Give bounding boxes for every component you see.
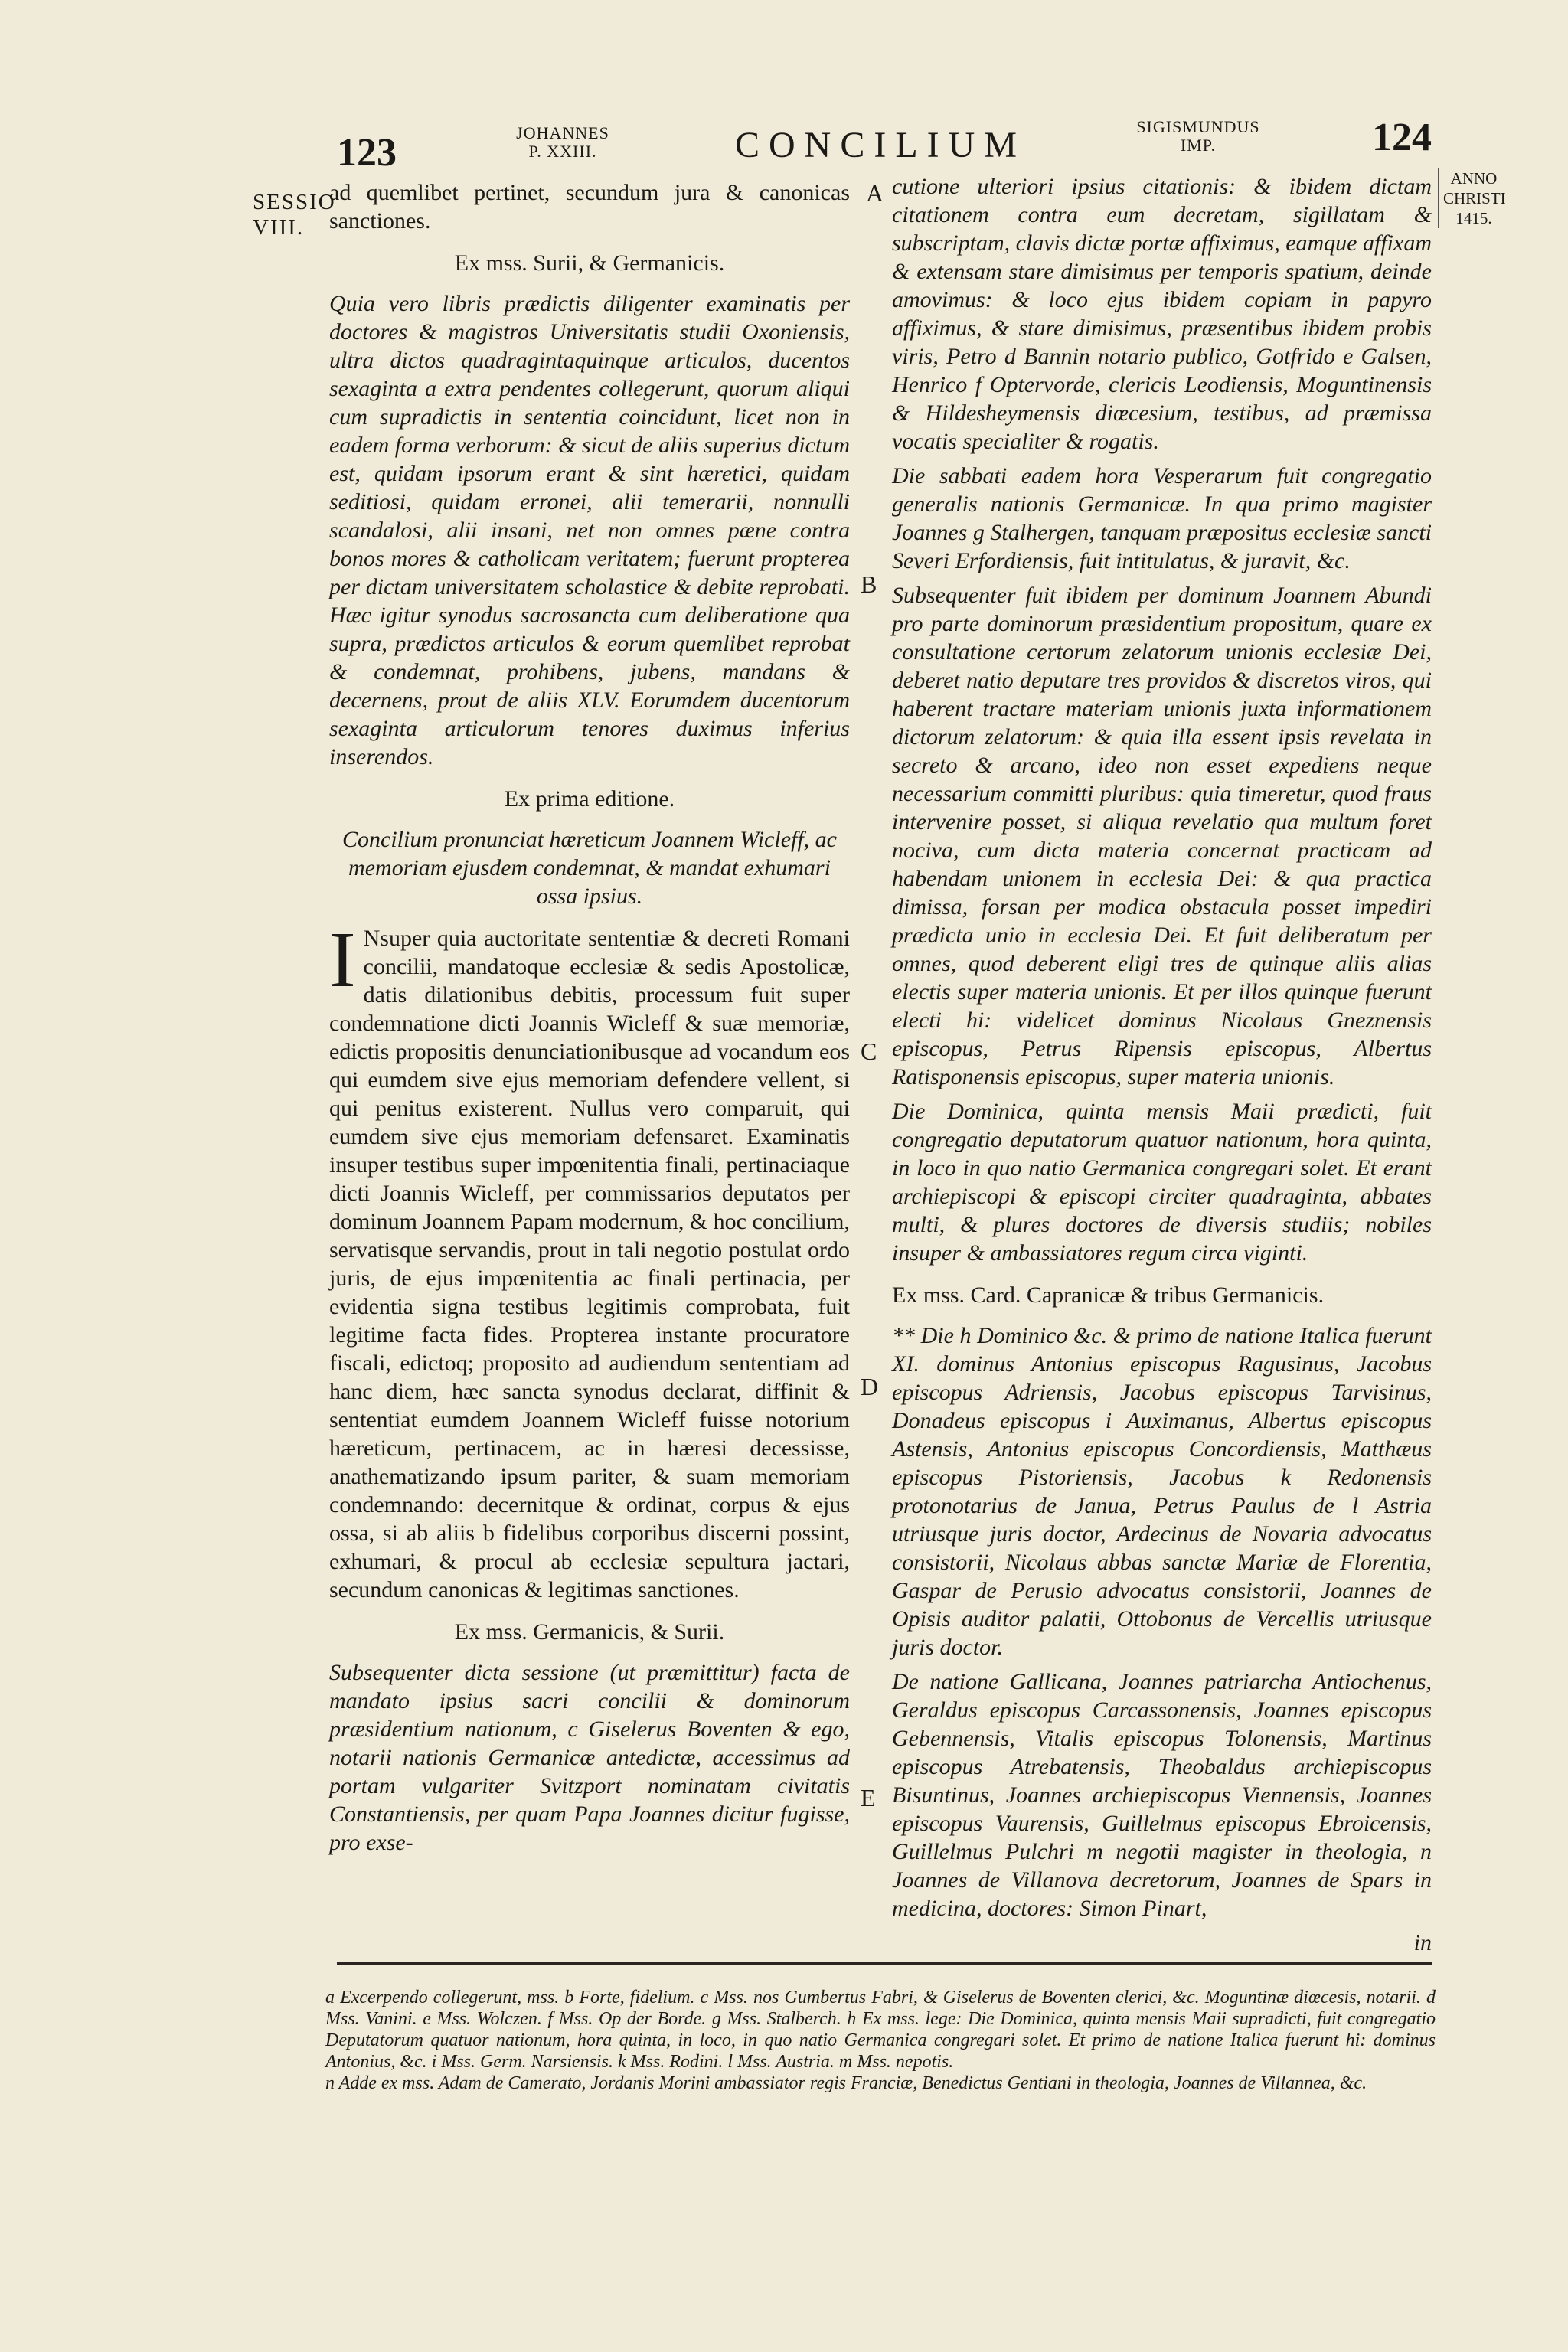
- emperor-title: IMP.: [1180, 136, 1217, 155]
- section-letter-b: B: [861, 570, 877, 598]
- pope-name: JOHANNES: [516, 123, 609, 142]
- section-letter-e: E: [861, 1784, 876, 1811]
- right-paragraph-6: De natione Gallicana, Joannes patriarcha Antiochenus, Geraldus episcopus Carcassonensis, Joannes episcopus Gebennensis, Vitalis episcopus Tolonensis, Martinus episcopus Atrebatensis, Theobaldus archiepiscopus Bisuntinus, Joannes archiepiscopus Viennensis, Joannes episcopus Vaurensis, Guillelmus episcopus Ebroicensis, Guillelmus Pulchri m negotii magister in theologia, n Joannes de Villanova decretorum, Joannes de Spars in medicina, doctores: Simon Pinart,: [892, 1669, 1432, 1921]
- right-page-number: 124: [1372, 116, 1432, 159]
- pope-caption: [501, 124, 624, 161]
- section-letter-d: D: [861, 1373, 879, 1400]
- left-paragraph-2: [329, 916, 850, 1604]
- footnote-block-2: n Adde ex mss. Adam de Camerato, Jordanis Morini ambassiator regis Franciæ, Benedictus Gentiani in theologia, Joannes de Villannea, &c.: [325, 2073, 1367, 2093]
- footnote-block-1: a Excerpendo collegerunt, mss. b Forte, fidelium. c Mss. nos Gumbertus Fabri, & Giselerus de Boventen clerici, &c. Moguntinæ diœcesis, notarii. d Mss. Vanini. e Mss. Wolczen. f Mss. Op der Borde. g Mss. Stalberch. h Ex mss. lege: Die Dominica, quinta mensis Maii supradicti, fuit congregatio Deputatorum quatuor nationum, hora quinta, in loco, in quo natio Germanica congregari solet. Et primo de natione Italica fuerunt hi: dominus Antonius, &c. i Mss. Germ. Narsiensis. k Mss. Rodini. l Mss. Austria. m Mss. nepotis.: [325, 1988, 1436, 2072]
- left-opening: ad quemlibet pertinet, secundum jura & canonicas sanctiones.: [329, 180, 850, 234]
- left-paragraph-3: Subsequenter dicta sessione (ut præmittitur) facta de mandato ipsius sacri concilii & dominorum præsidentium nationum, c Giselerus Boventen & ego, notarii nationis Germanicæ antedictæ, accessimus ad portam vulgariter Svitzport nominatam civitatis Constantiensis, per quam Papa Joannes dicitur fugisse, pro exse-: [329, 1660, 850, 1855]
- right-paragraph-3: Subsequenter fuit ibidem per dominum Joannem Abundi pro parte dominorum præsidentium propositum, quare ex consultatione certorum zelatorum unionis ecclesiæ Dei, deberet natio deputare tres providos & discretos viros, qui haberent tractare materiam unionis juxta informationem dictorum zelatorum: & quia illa essent ipsis revelata in secreto & arcano, ideo non esset expediens neque necessarium committi pluribus: quia timeretur, quod fraus intervenire posset, si aliqua revelatio qua multum foret nociva, cum dicta materia concernat practicam ad habendam unionem in ecclesia Dei: & qua practica dimissa, forsan per modica obstacula posset impediri prædicta unio in ecclesia Dei. Et fuit deliberatum per omnes, quod deberent eligi tres de quinque aliis alias electis super materia unionis. Et per illos quinque fuerunt electi hi: videlicet dominus Nicolaus Gneznensis episcopus, Petrus Ripensis episcopus, Albertus Ratisponensis episcopus, super materia unionis.: [892, 583, 1432, 1089]
- left-heading-2: Ex prima editione.: [504, 786, 675, 812]
- right-paragraph-4: Die Dominica, quinta mensis Maii prædicti, fuit congregatio deputatorum quatuor nationum, hora quinta, in loco in quo natio Germanica congregari solet. Et erant archiepiscopi & episcopi circiter quadraginta, abbates multi, & plures doctores de diversis studiis; nobiles insuper & ambassiatores regum circa viginti.: [892, 1099, 1432, 1266]
- section-letter-a: A: [866, 179, 884, 207]
- right-paragraph-1: cutione ulteriori ipsius citationis: & ibidem dictam citationem contra eum decretam, sigillatam & subscriptam, clavis dictæ portæ affiximus, eamque affixam & extensam stare dimisimus per temporis spatium, deinde amovimus: & loco ejus ibidem copiam in papyro affiximus, & stare dimisimus, præsentibus ibidem probis viris, Petro d Bannin notario publico, Gotfrido e Galsen, Henrico f Optervorde, clericis Leodiensis, Moguntinensis & Hildesheymensis diœcesium, testibus, ad præmissa vocatis specialiter & rogatis.: [892, 174, 1432, 454]
- right-heading: Ex mss. Card. Capranicæ & tribus Germanicis.: [892, 1282, 1325, 1308]
- session-marker: [253, 190, 336, 240]
- catchword: in: [1413, 1930, 1432, 1955]
- sessio-label: SESSIO: [253, 190, 336, 214]
- anno-label: ANNO: [1450, 169, 1498, 188]
- right-column: [892, 172, 1432, 1957]
- section-letter-c: C: [861, 1037, 877, 1065]
- year-value: 1415.: [1455, 209, 1492, 227]
- left-page-number: 123: [337, 131, 397, 175]
- sessio-number: VIII.: [253, 215, 305, 240]
- year-marker: [1438, 168, 1504, 228]
- christi-label: CHRISTI: [1443, 189, 1506, 207]
- emperor-name: SIGISMUNDUS: [1136, 117, 1260, 136]
- page-title: CONCILIUM: [735, 125, 1026, 165]
- right-paragraph-2: Die sabbati eadem hora Vesperarum fuit congregatio generalis nationis Germanicæ. In qua primo magister Joannes g Stalhergen, tanquam præpositus ecclesiæ sancti Severi Erfordiensis, fuit intitulatus, & juravit, &c.: [892, 463, 1432, 573]
- footnote-divider: [337, 1962, 1432, 1965]
- emperor-caption: [1118, 118, 1279, 155]
- footnotes: [325, 1987, 1436, 2094]
- left-column: [329, 178, 850, 1863]
- pope-title: P. XXIII.: [528, 142, 597, 161]
- left-paragraph-1: Quia vero libris prædictis diligenter examinatis per doctores & magistros Universitatis studii Oxoniensis, ultra dictos quadragintaquinque articulos, ducentos sexaginta a extra pendentes collegerunt, quorum aliqui cum supradictis in sententia coincidunt, licet non in eadem forma verborum: & sicut de aliis superius dictum est, quidam ipsorum erant & sint hæretici, quidam seditiosi, quidam erronei, alii temerarii, nonnulli scandalosi, alii insani, net non omnes pæne contra bonos mores & catholicam veritatem; fuerunt propterea per dictam universitatem scholastice & debite reprobati. Hæc igitur synodus sacrosancta cum deliberatione qua supra, prædictos articulos & eorum quemlibet reprobat & condemnat, prohibens, jubens, mandans & decernens, prout de aliis XLV. Eorumdem ducentorum sexaginta articulorum tenores duximus inferius inserendos.: [329, 291, 850, 769]
- initial-letter: I: [329, 916, 356, 1004]
- running-header: [337, 115, 1432, 176]
- chapter-rubric: Concilium pronunciat hæreticum Joannem Wicleff, ac memoriam ejusdem condemnat, & mandat exhumari ossa ipsius.: [342, 827, 837, 909]
- left-heading-1: Ex mss. Surii, & Germanicis.: [454, 250, 725, 276]
- left-paragraph-2-text: Nsuper quia auctoritate sententiæ & decreti Romani concilii, mandatoque ecclesiæ & sedis Apostolicæ, datis dilationibus debitis, processum fuit super condemnatione dicti Joannis Wicleff & suæ memoriæ, edictis propositis denunciationibusque ad vocandum eos qui eumdem sive ejus memoriam defendere vellent, si qui penitus existerent. Nullus vero comparuit, qui eumdem sive ejus memoriam defensaret. Examinatis insuper testibus super impœnitentia finali, pertinaciaque dicti Joannis Wicleff, per commissarios deputatos per dominum Joannem Papam modernum, & hoc concilium, servatisque servandis, prout in tali negotio postulat ordo juris, de ejus impœnitentia ac finali pertinacia, per evidentia signa testibus legitimis comprobata, fuit legitime facta fides. Propterea instante procuratore fiscali, edictoq; proposito ad audiendum sententiam ad hanc diem, hæc sancta synodus declarat, diffinit & sententiat eumdem Joannem Wicleff fuisse notorium hæreticum, pertinacem, ac in hæresi decessisse, anathematizando ipsum pariter, & suam memoriam condemnando: decernitque & ordinat, corpus & ejus ossa, si ab aliis b fidelibus corporibus discerni possint, exhumari, & procul ab ecclesiæ sepultura jactari, secundum canonicas & legitimas sanctiones.: [329, 926, 850, 1602]
- left-heading-3: Ex mss. Germanicis, & Surii.: [454, 1619, 725, 1645]
- right-paragraph-5: ** Die h Dominico &c. & primo de natione Italica fuerunt XI. dominus Antonius episcopus Ragusinus, Jacobus episcopus Adriensis, Jacobus episcopus Tarvisinus, Donadeus episcopus i Auximanus, Albertus episcopus Astensis, Antonius episcopus Concordiensis, Matthæus episcopus Pistoriensis, Jacobus k Redonensis protonotarius de Janua, Petrus Paulus de l Astria utriusque juris doctor, Ardecinus de Novaria advocatus consistorii, Nicolaus abbas sanctæ Mariæ de Florentia, Gaspar de Perusio advocatus consistorii, Joannes de Opisis auditor palatii, Ottobonus de Vercellis utriusque juris doctor.: [892, 1323, 1432, 1660]
